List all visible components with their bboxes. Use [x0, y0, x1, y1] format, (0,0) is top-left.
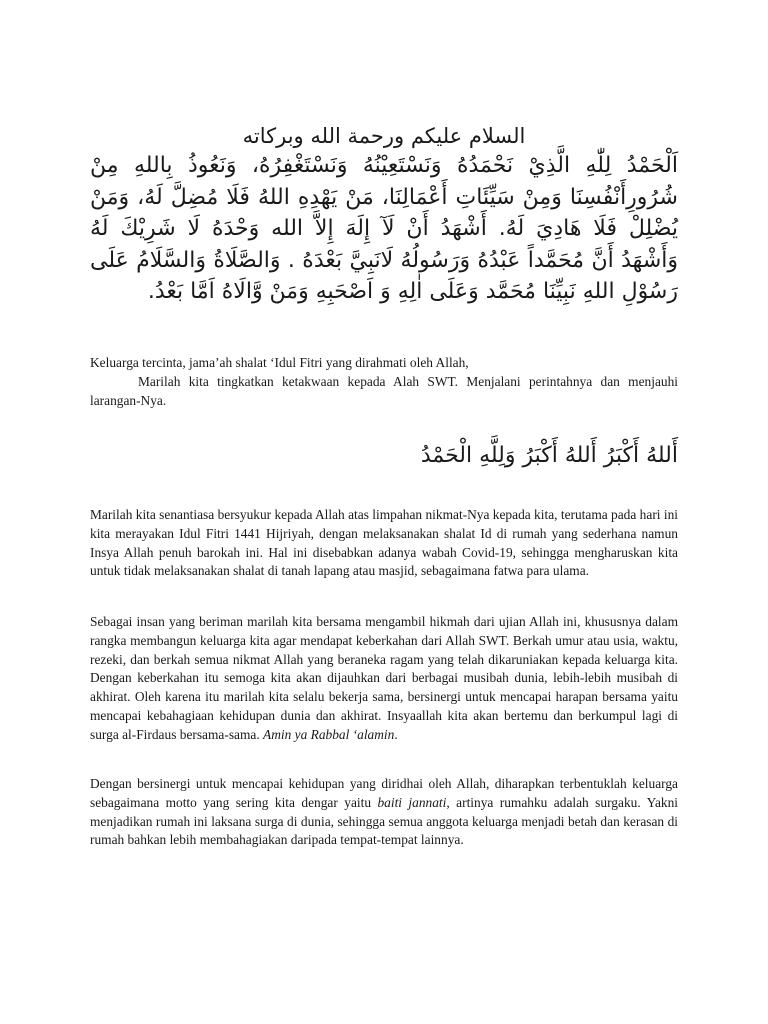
paragraph-hikmah: [90, 613, 678, 745]
greeting-heading: السلام عليكم ورحمة الله وبركاته: [242, 124, 526, 148]
intro-line: Keluarga tercinta, jama’ah shalat ‘Idul Fitri yang dirahmati oleh Allah,: [90, 355, 469, 370]
hikmah-text: Sebagai insan yang beriman marilah kita bersama mengambil hikmah dari ujian Allah ini, khususnya dalam rangka membangun keluarga kita agar mendapat keberkahan dari Allah SWT. Berkah umur atau usia, waktu, rezeki, dan berkah semua nikmat Allah yang beraneka ragam yang telah dikaruniakan kepada keluarga kita. Dengan keberkahan itu semoga kita akan dijauhkan dari berbagai musibah dunia, lebih-lebih musibah di akhirat. Oleh karena itu marilah kita selalu bekerja sama, bersinergi untuk mencapai harapan bersama yaitu mencapai kebahagiaan kehidupan dunia dan akhirat. Insyaallah kita akan bertemu dan berkumpul lagi di surga al-Firdaus bersama-sama.: [90, 614, 678, 742]
intro-indented-line: Marilah kita tingkatkan ketakwaan kepada Alah SWT. Menjalani perintahnya dan menjauhi larangan-Nya.: [90, 373, 678, 408]
paragraph-gratitude: Marilah kita senantiasa bersyukur kepada Allah atas limpahan nikmat-Nya kepada kita, terutama pada hari ini kita merayakan Idul Fitri 1441 Hijriyah, dengan melaksanakan shalat Id di rumah yang sederhana namun Insya Allah penuh barokah ini. Hal ini disebabkan adanya wabah Covid-19, sehingga mengharuskan kita untuk tidak melaksanakan shalat di tanah lapang atau masjid, sebagaimana fatwa para ulama.: [90, 507, 678, 579]
sinergi-text-before: Dengan bersinergi untuk mencapai kehidupan yang diridhai oleh Allah, diharapkan terbentuklah keluarga sebagaimana motto yang sering kita dengar yaitu: [90, 776, 678, 810]
paragraph-intro: [90, 354, 678, 410]
sinergi-text-after: , artinya rumahku adalah surgaku. Yakni menjadikan rumah ini laksana surga di dunia, sehingga semua anggota keluarga menjadi betah dan kerasan di rumah bahkan lebih membahagiakan daripada tempat-tempat lainnya.: [90, 794, 678, 848]
opening-arabic-text: اَلْحَمْدُ لِلّٰهِ الَّذِيْ نَحْمَدُهُ وَنَسْتَعِيْنُهُ وَنَسْتَغْفِرُهُ، وَنَعُوذُ بِاللهِ مِنْ شُرُورِأَنْفُسِنَا وَمِنْ سَيِّئَاتِ أَعْمَالِنَا، مَنْ يَهْدِهِ اللهُ فَلَا مُضِلَّ لَهُ، وَمَنْ يُضْلِلْ فَلَا هَادِيَ لَهُ. أَشْهَدُ أَنْ لَآ إِلَهَ إِلاَّ الله وَحْدَهُ لَا شَرِيْكَ لَهُ وَأَشْهَدُ أَنَّ مُحَمَّداً عَبْدُهُ وَرَسُولُهُ لَانَبِيَّ بَعْدَهُ . وَالصَّلَاةُ وَالسَّلَامُ عَلَى رَسُوْلِ اللهِ نَبِيِّنَا مُحَمَّد وَعَلَى اٰلِهِ وَ اَصْحَبِهِ وَمَنْ وَّالَاهُ اَمَّا بَعْدُ.: [90, 153, 678, 304]
sinergi-italic: baiti jannati: [377, 794, 447, 810]
hikmah-italic: Amin ya Rabbal ‘alamin: [263, 726, 395, 742]
takbir-text: أَللهُ أَكْبَرُ أَللهُ أَكْبَرُ وَلِلَّهِ الْحَمْدُ: [420, 443, 678, 468]
paragraph-sinergi: [90, 775, 678, 850]
hikmah-end: .: [394, 726, 398, 742]
